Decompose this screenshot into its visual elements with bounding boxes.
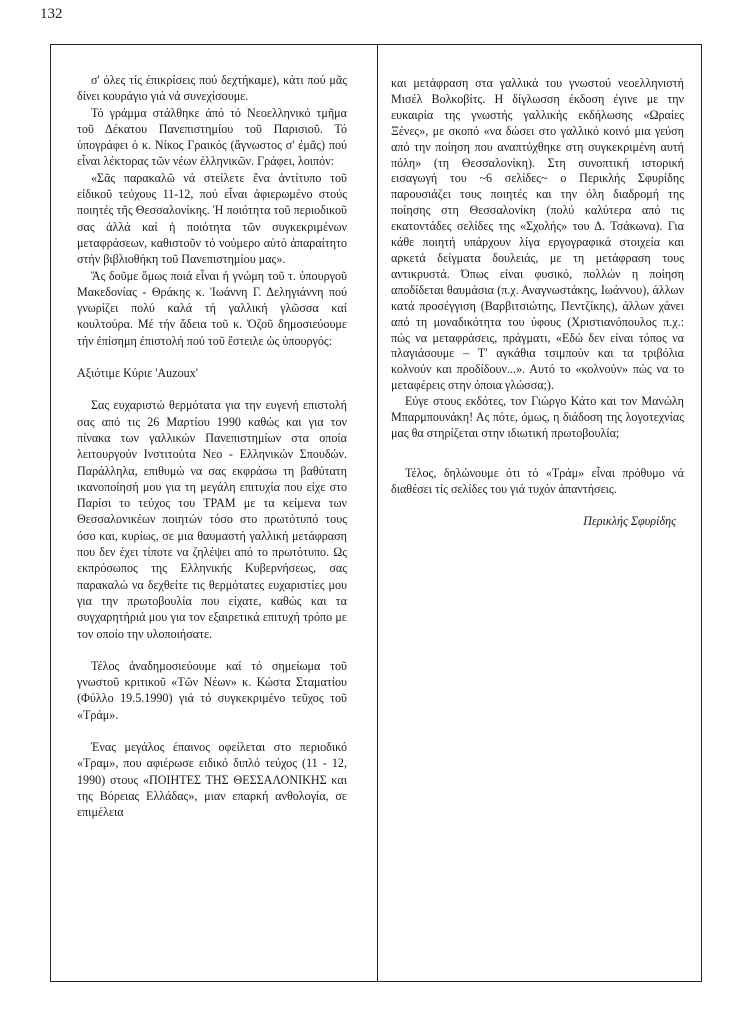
spacer (77, 349, 347, 365)
review-text: Ένας μεγάλος έπαινος οφείλεται στο περιοδικό «Τραμ», που αφιέρωσε ειδικό διπλό τεύχος (11 - 12, 1990) στους «ΠΟΙΗΤΕΣ ΤΗΣ ΘΕΣΣΑΛΟΝΙΚΗΣ και της Βόρειας Ελλάδας», μιαν επαρκή ανθολογία, σε επιμέλεια (77, 739, 347, 820)
paragraph: Τέλος ἀναδημοσιεύουμε καί τό σημείωμα τοῦ γνωστοῦ κριτικοῦ «Τῶν Νέων» κ. Κώστα Σταματίου (Φύλλο 19.5.1990) γιά τό συγκεκριμένο τεῦχος τοῦ «Τράμ». (77, 658, 347, 722)
paragraph: Ἄς δοῦμε ὅμως ποιά εἶναι ἡ γνώμη τοῦ τ. ὑπουργοῦ Μακεδονίας - Θράκης κ. Ἰωάννη Γ. Δεληγιάννη πού γνωρίζει πολύ καλά τή γαλλική γλῶσσα καί κουλτούρα. Μέ τήν ἄδεια τοῦ κ. Ὀζοῦ δημοσιεύουμε τήν ἐπίσημη ἐπιστολή πού τοῦ ἔστειλε ὡς ὑπουργός: (77, 268, 347, 348)
author-signature: Περικλής Σφυρίδης (583, 513, 676, 528)
spacer (77, 381, 347, 397)
page-number: 132 (40, 6, 63, 22)
review-closing: Εύγε στους εκδότες, τον Γιώργο Κάτο και τον Μανώλη Μπαρμπουνάκη! Ας πότε, όμως, η διάδοση της λογοτεχνίας μας θα στηρίζεται στην ιδιωτική πρωτοβουλία; (391, 394, 684, 440)
letter-body: Σας ευχαριστώ θερμότατα για την ευγενή επιστολή σας από τις 26 Μαρτίου 1990 καθώς και για τον πίνακα των γαλλικών Πανεπιστημίων στα οποία λειτουργούν Ινστιτούτα Νεο - Ελληνικών Σπουδών. Παράλληλα, επιθυμώ να σας εκφράσω τη βαθύτατη ικανοποίησή μου για τη μεγάλη επιτυχία που είχε στο Παρίσι το τεύχος του ΤΡΑΜ με τα κείμενα των Θεσσαλονικέων ποιητών τόσο στο πρωτότυπό τους όσο και, κυρίως, σε μια θαυμαστή γαλλική μετάφραση που δεν έχει τίποτε να ζηλέψει από το πρωτότυπο. Ως εκπρόσωπος της Ελληνικής Κυβερνήσεως, σας παρακαλώ να δεχθείτε τις θερμότατες ευχαριστίες μου για την πρωτοβουλία που είχατε, καθώς και τα συγχαρητήριά μου για τον εξαιρετικά επιτυχή τρόπο με τον οποίο την υλοποιήσατε. (77, 398, 347, 641)
right-column (391, 76, 684, 530)
paragraph: Τέλος, δηλώνουμε ότι τό «Τράμ» εἶναι πρόθυμο νά διαθέσει τίς σελίδες του γιά τυχόν ἀπαντήσεις. (391, 465, 684, 496)
quoted-letter: «Σᾶς παρακαλῶ νά στείλετε ἕνα ἀντίτυπο τοῦ εἰδικοῦ τεύχους 11-12, πού εἶναι ἀφιερωμένο στούς ποιητές τῆς Θεσσαλονίκης. Ἡ ποιότητα τοῦ περιοδικοῦ σας ἀλλά καί ἡ ποιότητα τῶν συγκεκριμένων μεταφράσεων, καθιστοῦν τό νούμερο αὐτό ἀπαραίτητο στήν βιβλιοθήκη τοῦ Πανεπιστημίου μας». (77, 170, 347, 267)
spacer (77, 642, 347, 658)
spacer (391, 458, 684, 466)
review-text: και μετάφραση στα γαλλικά του γνωστού νεοελληνιστή Μισέλ Βολκοβίτς. Η δίγλωσση έκδοση έγινε με την ευκαιρία της γνωστής γαλλικής εκδήλωσης «Ωραίες Ξένες», με σκοπό «να δώσει στο γαλλικό κοινό μια γεύση από την ποίηση που αναπτύχθηκε στη συγκεκριμένη αυτή πόλη» (τη Θεσσαλονίκη). Στη συνοπτική ιστορική εισαγωγή του ~6 σελίδες~ ο Περικλής Σφυρίδης παρουσιάζει τους ποιητές και την όλη διαδρομή της ποίησης στη Θεσσαλονίκη (πολύ καλύτερα από τις εκατοντάδες σελίδες της «Σχολής» του Δ. Τσάκωνα). Για κάθε ποιητή υπάρχουν λίγα εργογραφικά στοιχεία και αρκετά δείγματα δουλειάς, με τη μετάφραση τους αντικρυστά. Όπως είναι φυσικό, πολλών η ποίηση αποδίδεται θαυμάσια (π.χ. Αναγνωστάκης, Ιωάννου), άλλων κατά προσέγγιση (Βαρβιτσιώτης, Πεντζίκης), άλλων χάνει από τη μοναδικότητα του ύφους (Χριστιανόπουλος π.χ.: πώς να μεταφράσεις, πράγματι, «Εδώ δεν είναι τόπος να πλαγιάσουμε – Τ' αγκάθια τσιμπούν και τα τριβόλια κολνούν και προδίδουν...». Αυτό το «κολνούν» πώς να το μεταφέρεις στην όποια γλώσσα;). (391, 76, 684, 393)
spacer (77, 723, 347, 739)
spacer (391, 442, 684, 458)
letter-salutation: Αξιότιμε Κύριε 'Auzoux' (77, 366, 198, 381)
paragraph: Τό γράμμα στάλθηκε άπό τό Νεοελληνικό τμῆμα τοῦ Δέκατου Πανεπιστημίου τοῦ Παρισιοῦ. Τό ὑπογράφει ὁ κ. Νίκος Γραικός (ἄγνωστος σ' ἐμᾶς) πού εἶναι λέκτορας τῶν νέων ἐλληνικῶν. Γράφει, λοιπόν: (77, 105, 347, 169)
left-column (77, 72, 347, 820)
paragraph: σ' όλες τίς έπικρίσεις πού δεχτήκαμε), κάτι πού μᾶς δίνει κουράγιο γιά νά συνεχίσουμε. (77, 73, 347, 104)
column-divider (377, 44, 378, 982)
